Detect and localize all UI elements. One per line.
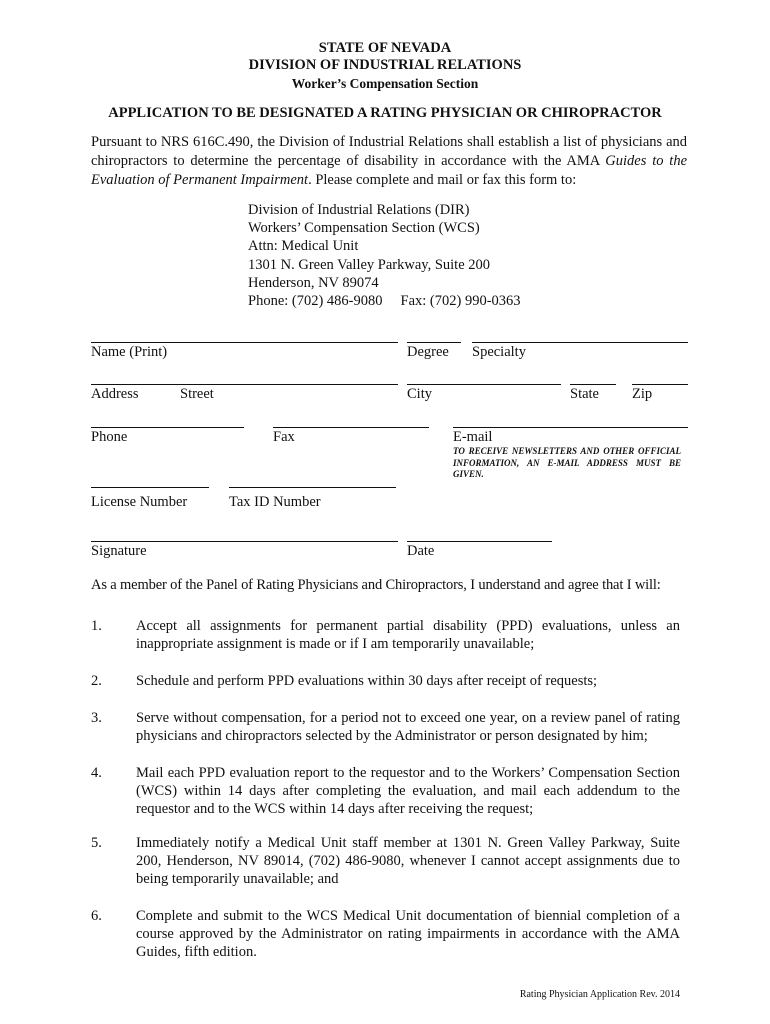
item-text: Serve without compensation, for a period not to exceed one year, on a review panel of rating physicians and chiropractors selected by the Administrator or person designated by him; bbox=[136, 710, 680, 744]
specialty-field-line[interactable] bbox=[472, 342, 688, 343]
state-label: State bbox=[570, 386, 599, 402]
address-field-line[interactable] bbox=[91, 384, 398, 385]
item-number: 1. bbox=[91, 618, 102, 634]
degree-field-line[interactable] bbox=[407, 342, 461, 343]
intro-text-2: . Please complete and mail or fax this form to: bbox=[308, 172, 577, 188]
zip-label: Zip bbox=[632, 386, 653, 402]
license-label: License Number bbox=[91, 494, 188, 510]
city-label: City bbox=[407, 386, 432, 402]
email-requirement-note: TO RECEIVE NEWSLETTERS AND OTHER OFFICIAL INFORMATION, AN E-MAIL ADDRESS MUST BE GIVEN. bbox=[453, 446, 681, 479]
name-label: Name (Print) bbox=[91, 344, 168, 360]
item-text: Mail each PPD evaluation report to the requestor and to the Workers’ Compensation Section (WCS) within 14 days after completing the evaluation, and mail each addendum to the requestor and to the WCS within 14 days after receiving the request; bbox=[136, 765, 680, 817]
phone-label: Phone bbox=[91, 429, 128, 445]
address-line-2: Workers’ Compensation Section (WCS) bbox=[248, 220, 480, 237]
header-state: STATE OF NEVADA bbox=[318, 40, 452, 56]
address-phone: Phone: (702) 486-9080 bbox=[248, 293, 383, 310]
address-label: Address bbox=[91, 386, 139, 402]
item-number: 6. bbox=[91, 908, 102, 924]
address-line-3: Attn: Medical Unit bbox=[248, 238, 359, 255]
intro-paragraph bbox=[91, 133, 687, 190]
fax-field-line[interactable] bbox=[273, 427, 429, 428]
address-line-1: Division of Industrial Relations (DIR) bbox=[248, 202, 470, 218]
address-fax: Fax: (702) 990-0363 bbox=[400, 293, 521, 310]
taxid-field-line[interactable] bbox=[229, 487, 396, 488]
specialty-label: Specialty bbox=[472, 344, 526, 360]
item-text: Schedule and perform PPD evaluations within 30 days after receipt of requests; bbox=[136, 673, 598, 689]
item-number: 5. bbox=[91, 835, 102, 851]
form-revision-footer: Rating Physician Application Rev. 2014 bbox=[519, 989, 680, 1000]
signature-label: Signature bbox=[91, 543, 147, 559]
street-label: Street bbox=[180, 386, 214, 402]
intro-italic-guides: Guides to the Evaluation of Permanent Impairment bbox=[91, 153, 688, 188]
license-field-line[interactable] bbox=[91, 487, 209, 488]
address-line-5: Henderson, NV 89074 bbox=[248, 274, 379, 291]
item-number: 3. bbox=[91, 710, 102, 726]
item-text: Accept all assignments for permanent partial disability (PPD) evaluations, unless an inappropriate assignment is made or if I am temporarily unavailable; bbox=[136, 618, 680, 652]
item-number: 4. bbox=[91, 765, 102, 781]
address-line-4: 1301 N. Green Valley Parkway, Suite 200 bbox=[248, 256, 491, 273]
degree-label: Degree bbox=[407, 344, 449, 360]
header-division: DIVISION OF INDUSTRIAL RELATIONS bbox=[248, 57, 522, 73]
name-field-line[interactable] bbox=[91, 342, 398, 343]
intro-text-1: Pursuant to NRS 616C.490, the Division of Industrial Relations shall establish a list of physicians and chiropractors to determine the percentage of disability in accordance with the AMA bbox=[91, 134, 687, 169]
date-label: Date bbox=[407, 543, 435, 559]
city-field-line[interactable] bbox=[407, 384, 561, 385]
item-text: Immediately notify a Medical Unit staff member at 1301 N. Green Valley Parkway, Suite 200, Henderson, NV 89014, (702) 486-9080, whenever I cannot accept assignments due to being temporarily unavailable; and bbox=[136, 835, 680, 887]
taxid-label: Tax ID Number bbox=[229, 494, 321, 510]
email-label: E-mail bbox=[453, 429, 493, 445]
application-title: APPLICATION TO BE DESIGNATED A RATING PHYSICIAN OR CHIROPRACTOR bbox=[108, 105, 662, 121]
mailing-address bbox=[248, 201, 521, 310]
phone-field-line[interactable] bbox=[91, 427, 244, 428]
fax-label: Fax bbox=[273, 429, 295, 445]
header-section: Worker’s Compensation Section bbox=[291, 76, 479, 91]
date-field-line[interactable] bbox=[407, 541, 552, 542]
item-text: Complete and submit to the WCS Medical Unit documentation of biennial completion of a course approved by the Administrator on rating impairments in accordance with the AMA Guides, fifth edition. bbox=[136, 908, 680, 960]
email-field-line[interactable] bbox=[453, 427, 688, 428]
address-contact-line bbox=[248, 292, 521, 310]
agreement-intro: As a member of the Panel of Rating Physicians and Chiropractors, I understand and agree that I will: bbox=[91, 577, 661, 593]
item-number: 2. bbox=[91, 673, 102, 689]
state-field-line[interactable] bbox=[570, 384, 616, 385]
signature-field-line[interactable] bbox=[91, 541, 398, 542]
zip-field-line[interactable] bbox=[632, 384, 688, 385]
